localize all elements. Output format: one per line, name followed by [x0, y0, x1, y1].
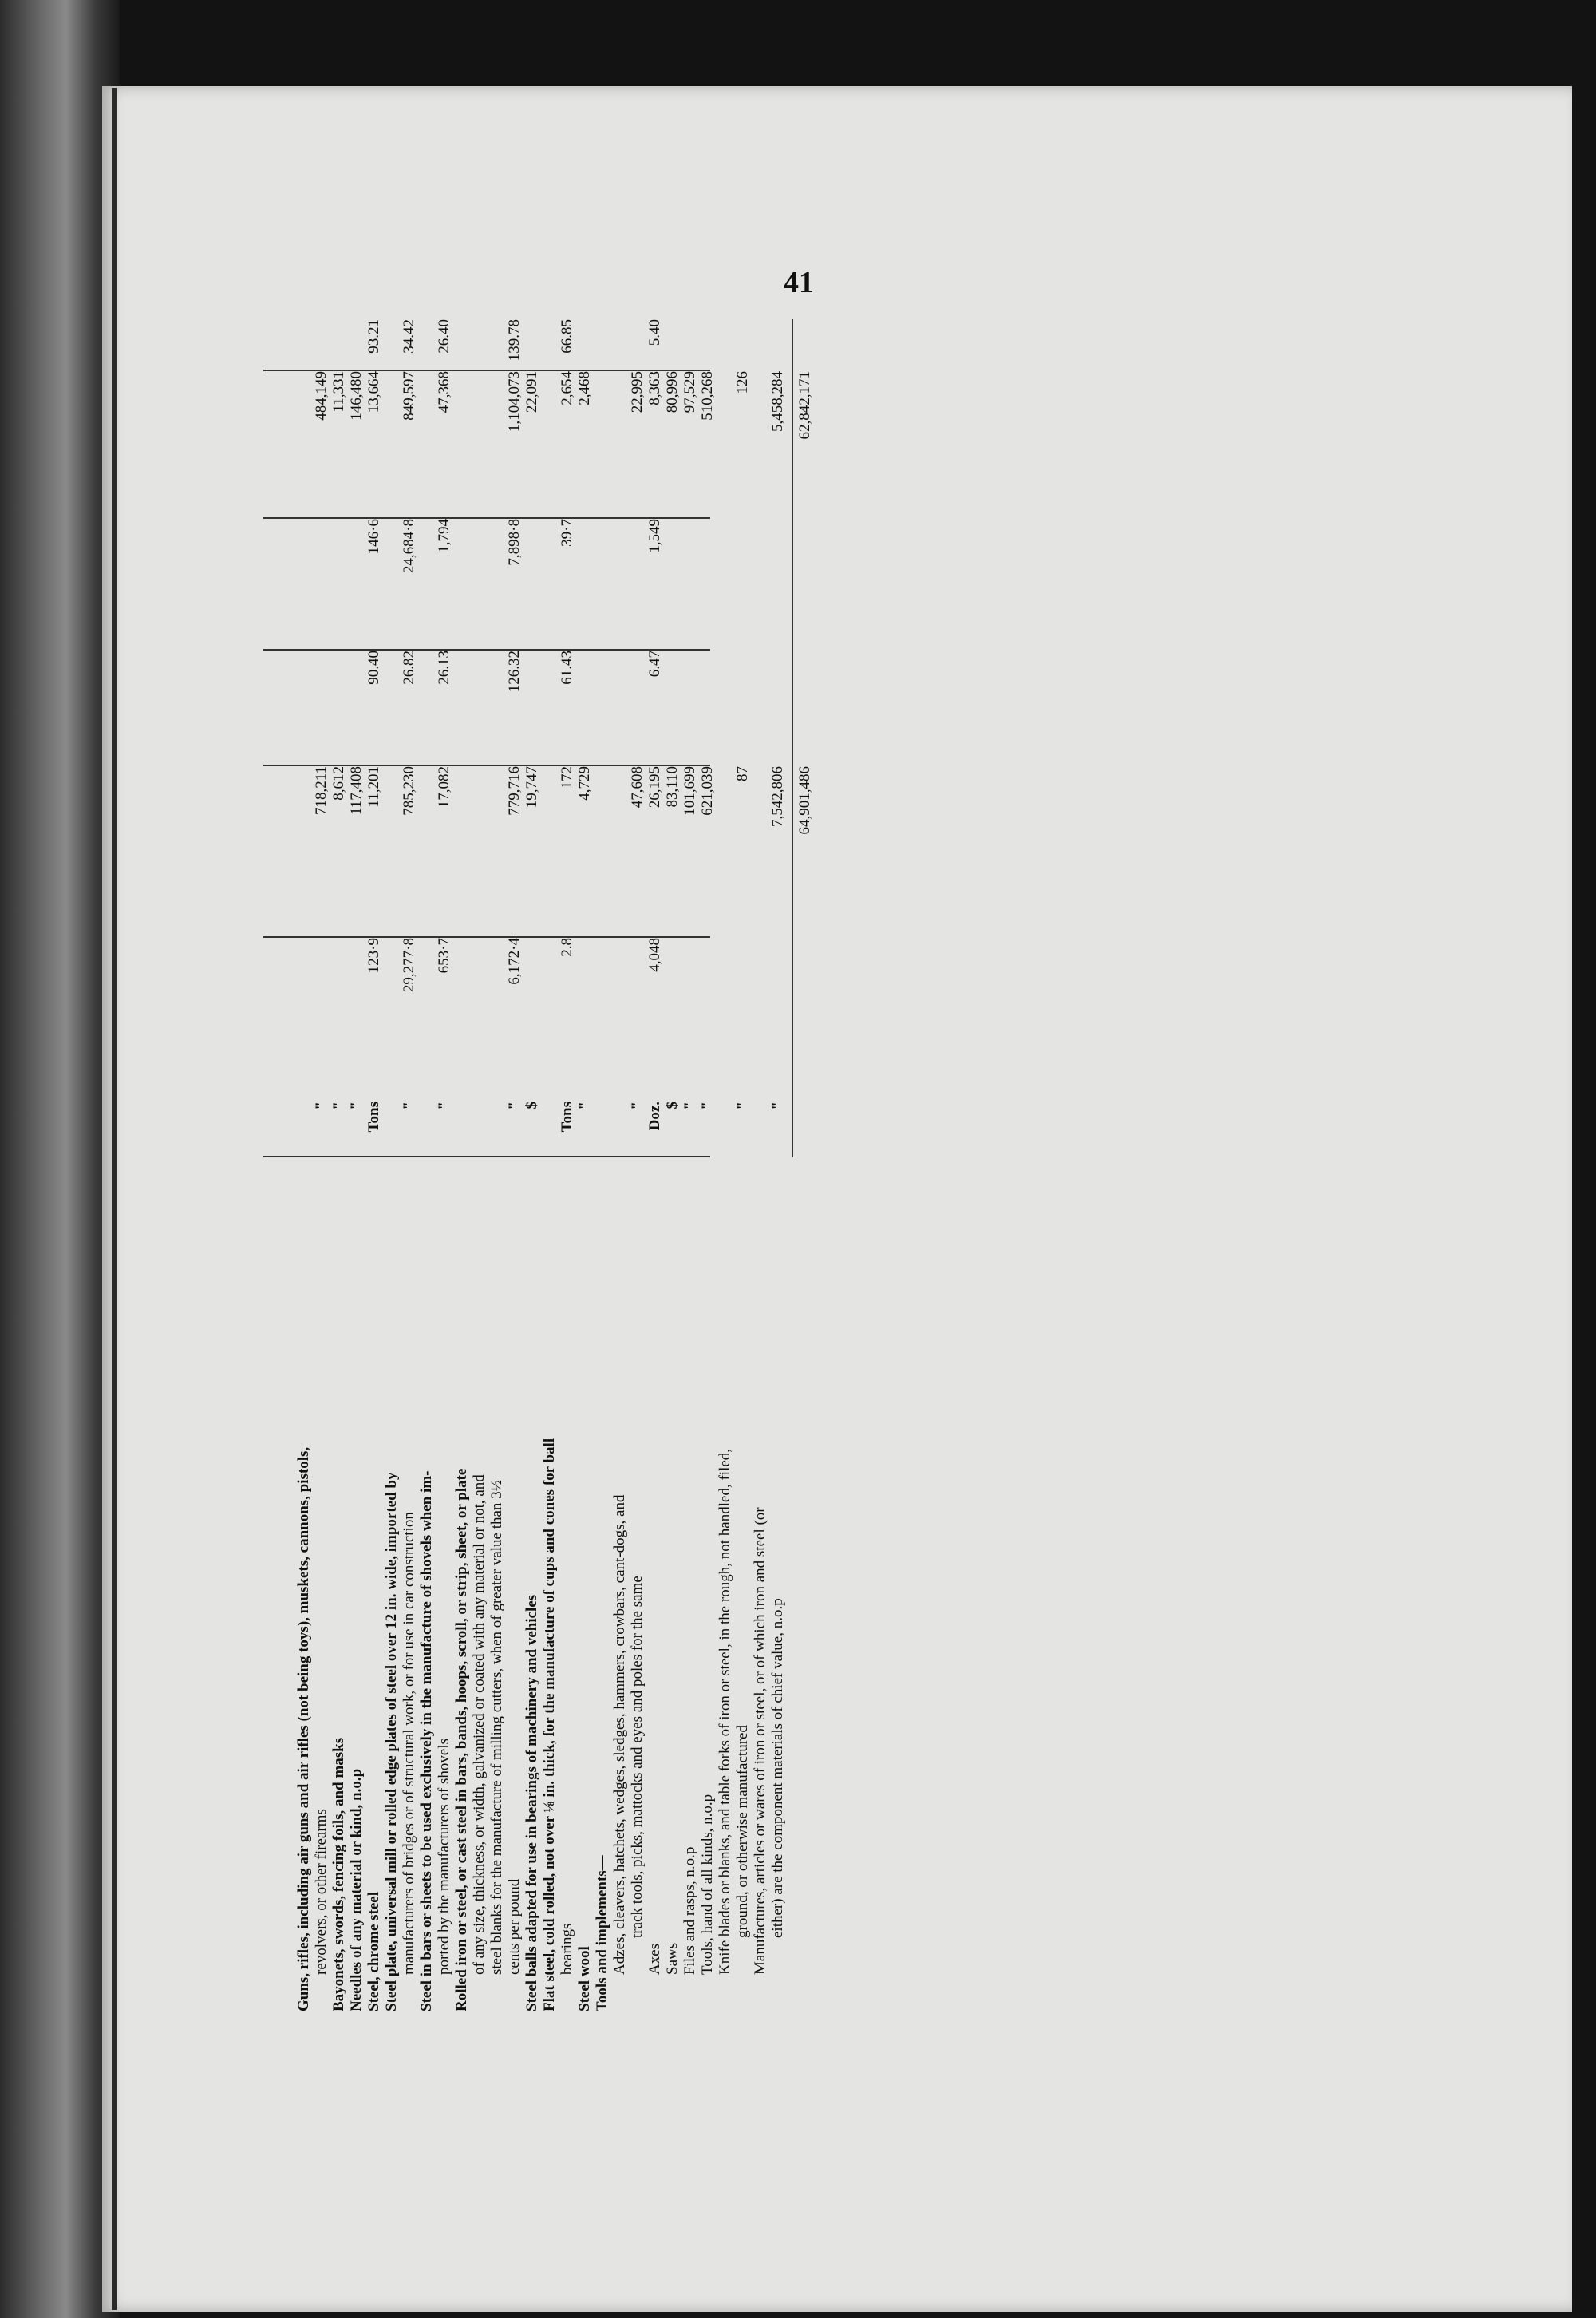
table-row [506, 319, 523, 2011]
cell-c5: 126 [734, 371, 751, 394]
table-row [752, 319, 769, 2011]
total-c2: 64,901,486 [796, 766, 813, 835]
cell-c6: 139.78 [506, 319, 523, 362]
cell-c5: 80,996 [664, 371, 681, 413]
unit-label: " [348, 1102, 365, 1110]
table-row [769, 319, 787, 2011]
table-row [453, 319, 471, 2011]
table-row [418, 319, 436, 2011]
cell-c1: 123·9 [365, 938, 382, 974]
item-description: Axes [646, 1943, 663, 1975]
item-description: Steel wool [576, 1946, 593, 2011]
table-row [699, 319, 717, 2011]
cell-c2: 4,729 [576, 766, 593, 801]
cell-c3: 126.32 [506, 651, 523, 693]
unit-label: " [699, 1102, 716, 1110]
item-description: Tools and implements— [594, 1855, 610, 2011]
cell-c2: 7,542,806 [769, 766, 786, 827]
item-description: Needles of any material or kind, n.o.p [348, 1768, 365, 2011]
cell-c4: 7,898·8 [506, 519, 523, 566]
item-description: either) are the component materials of chief value, n.o.p [769, 1598, 786, 1938]
unit-label: " [769, 1102, 786, 1110]
item-description: revolvers, or other firearms [313, 1809, 330, 1975]
cell-c4: 1,549 [646, 519, 663, 553]
unit-label: " [330, 1102, 347, 1110]
cell-c5: 484,149 [313, 371, 330, 421]
table-row [541, 319, 559, 2011]
item-description: Files and rasps, n.o.p [681, 1846, 698, 1975]
table-row [313, 319, 330, 2011]
cell-c5: 47,368 [436, 371, 452, 413]
cell-c3: 61.43 [559, 651, 575, 685]
unit-label: Tons [365, 1102, 382, 1133]
cell-c2: 718,211 [313, 766, 330, 816]
table-row [717, 319, 734, 2011]
table-row [646, 319, 664, 2011]
cell-c2: 779,716 [506, 766, 523, 816]
table-row [594, 319, 611, 2011]
unit-label: " [576, 1102, 593, 1110]
item-description: of any size, thickness, or width, galvanized or coated with any material or not, and [471, 1474, 488, 1975]
cell-c1: 6,172·4 [506, 938, 523, 985]
cell-c5: 2,468 [576, 371, 593, 405]
cell-c5: 849,597 [401, 371, 417, 421]
cell-c5: 1,104,073 [506, 371, 523, 432]
cell-c2: 11,201 [365, 766, 382, 808]
table-row [576, 319, 594, 2011]
item-description: Steel plate, universal mill or rolled edge plates of steel over 12 in. wide, imported by [383, 1472, 400, 2011]
cell-c6: 26.40 [436, 319, 452, 354]
table-row [664, 319, 681, 2011]
table-row [734, 319, 752, 2011]
cell-c5: 97,529 [681, 371, 698, 413]
cell-c1: 2.8 [559, 938, 575, 957]
cell-c5: 22,995 [629, 371, 646, 413]
table-row [348, 319, 365, 2011]
item-description: Manufactures, articles or wares of iron or steel, or of which iron and steel (or [752, 1507, 768, 1975]
cell-c2: 8,612 [330, 766, 347, 801]
unit-label: " [436, 1102, 452, 1110]
unit-label: " [629, 1102, 646, 1110]
cell-c2: 19,747 [523, 766, 540, 809]
cell-c5: 8,363 [646, 371, 663, 405]
item-description: Steel, chrome steel [365, 1891, 382, 2011]
totals-row [796, 319, 814, 2011]
table-row [488, 319, 506, 2011]
cell-c4: 1,794 [436, 519, 452, 553]
table-row [401, 319, 418, 2011]
unit-label: " [401, 1102, 417, 1110]
table-row [383, 319, 401, 2011]
cell-c5: 22,091 [523, 371, 540, 413]
item-description: ground, or otherwise manufactured [734, 1725, 751, 1938]
unit-label: $ [523, 1102, 540, 1110]
table-row [523, 319, 541, 2011]
cell-c3: 6.47 [646, 651, 663, 678]
item-description: cents per pound [506, 1878, 523, 1975]
total-rule [792, 319, 793, 1157]
item-description: track tools, picks, mattocks and eyes and poles for the same [629, 1576, 646, 1938]
item-description: Steel balls adapted for use in bearings of machinery and vehicles [523, 1594, 540, 2011]
cell-c6: 66.85 [559, 319, 575, 354]
total-c5: 62,842,171 [796, 371, 813, 440]
cell-c6: 93.21 [365, 319, 382, 354]
table-row [559, 319, 576, 2011]
item-description: Flat steel, cold rolled, not over ⅛ in. thick, for the manufacture of cups and cones for ball [541, 1438, 558, 2011]
cell-c1: 4,048 [646, 938, 663, 972]
item-description: Tools, hand of all kinds, n.o.p [699, 1794, 716, 1975]
table-row [629, 319, 646, 2011]
item-description: Bayonets, swords, fencing foils, and masks [330, 1737, 347, 2011]
page-edge-rule [112, 88, 117, 2310]
cell-c4: 24,684·8 [401, 519, 417, 574]
cell-c4: 39·7 [559, 519, 575, 547]
item-description: ported by the manufacturers of shovels [436, 1738, 452, 1975]
item-description: Adzes, cleavers, hatchets, wedges, sledges, hammers, crowbars, cant-dogs, and [611, 1494, 628, 1975]
item-description: Rolled iron or steel, or cast steel in bars, bands, hoops, scroll, or strip, sheet, or plate [453, 1468, 470, 2011]
item-description: Steel in bars or sheets to be used exclusively in the manufacture of shovels when im- [418, 1470, 435, 2011]
item-description: Guns, rifles, including air guns and air rifles (not being toys), muskets, cannons, pistols, [295, 1446, 312, 2011]
cell-c1: 29,277·8 [401, 938, 417, 993]
unit-label: Doz. [646, 1102, 663, 1131]
cell-c5: 5,458,284 [769, 371, 786, 432]
table-row [611, 319, 629, 2011]
item-description: bearings [559, 1923, 575, 1975]
cell-c6: 5.40 [646, 319, 663, 346]
unit-label: " [506, 1102, 523, 1110]
item-description: steel blanks for the manufacture of milling cutters, when of greater value than 3½ [488, 1480, 505, 1975]
unit-label: " [313, 1102, 330, 1110]
item-description: manufacturers of bridges or of structural work, or for use in car construction [401, 1512, 417, 1975]
unit-label: Tons [559, 1102, 575, 1133]
cell-c2: 83,110 [664, 766, 681, 808]
cell-c2: 101,699 [681, 766, 698, 816]
cell-c5: 510,268 [699, 371, 716, 421]
cell-c3: 26.13 [436, 651, 452, 685]
table-row [471, 319, 488, 2011]
cell-c2: 87 [734, 766, 751, 781]
rotated-statistics-table [263, 319, 870, 2011]
cell-c2: 26,195 [646, 766, 663, 809]
cell-c2: 621,039 [699, 766, 716, 816]
cell-c5: 146,480 [348, 371, 365, 421]
page-number: 41 [784, 266, 814, 299]
cell-c5: 11,331 [330, 371, 347, 413]
item-description: Knife blades or blanks, and table forks of iron or steel, in the rough, not handled, filed, [717, 1448, 733, 1975]
unit-label: " [734, 1102, 751, 1110]
cell-c5: 13,664 [365, 371, 382, 413]
table-row [365, 319, 383, 2011]
cell-c2: 785,230 [401, 766, 417, 816]
cell-c5: 2,654 [559, 371, 575, 405]
cell-c1: 653·7 [436, 938, 452, 974]
cell-c2: 17,082 [436, 766, 452, 809]
cell-c6: 34.42 [401, 319, 417, 354]
cell-c3: 90.40 [365, 651, 382, 685]
cell-c2: 117,408 [348, 766, 365, 816]
item-description: Saws [664, 1942, 681, 1975]
cell-c2: 172 [559, 766, 575, 789]
cell-c4: 146·6 [365, 519, 382, 555]
table-row [436, 319, 453, 2011]
table-row [681, 319, 699, 2011]
unit-label: $ [664, 1102, 681, 1110]
table-row [330, 319, 348, 2011]
cell-c2: 47,608 [629, 766, 646, 809]
cell-c3: 26.82 [401, 651, 417, 685]
unit-label: " [681, 1102, 698, 1110]
table-row [295, 319, 313, 2011]
